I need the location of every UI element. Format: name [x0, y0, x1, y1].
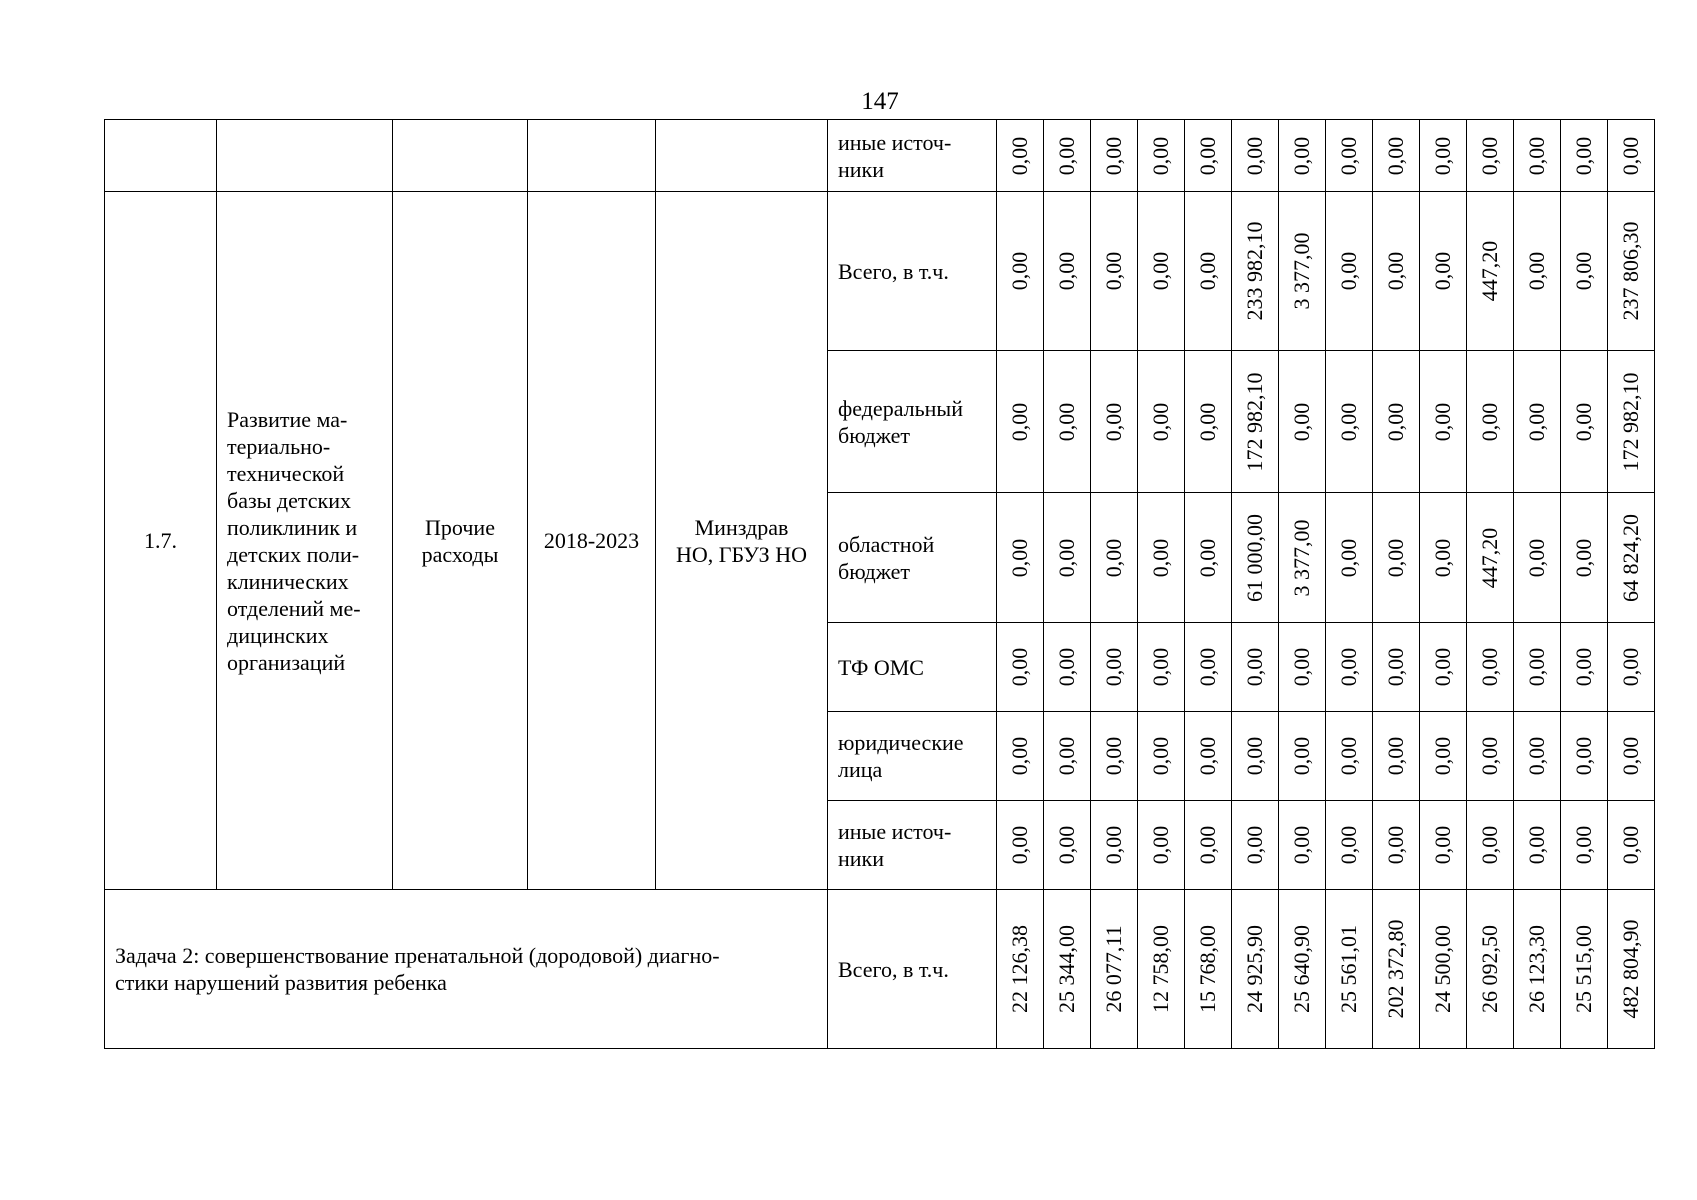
- funding-source: федеральный бюджет: [828, 351, 997, 493]
- value-cell: [1232, 712, 1279, 801]
- value-text: 0,00: [1383, 736, 1408, 776]
- value-cell: [1608, 712, 1655, 801]
- value-cell: [1138, 890, 1185, 1049]
- value-text: 0,00: [1054, 825, 1079, 865]
- value-text: 0,00: [1477, 647, 1502, 687]
- value-cell: [1279, 192, 1326, 351]
- value-cell: [1561, 120, 1608, 192]
- value-text: 0,00: [1618, 825, 1643, 865]
- value-cell: [1373, 192, 1420, 351]
- value-text: 24 500,00: [1430, 925, 1455, 1013]
- value-text: 3 377,00: [1289, 232, 1314, 310]
- value-cell: [1608, 351, 1655, 493]
- value-text: 25 515,00: [1571, 925, 1596, 1013]
- value-cell: [1185, 192, 1232, 351]
- value-cell: [997, 493, 1044, 623]
- value-text: 0,00: [1336, 647, 1361, 687]
- value-cell: [1326, 623, 1373, 712]
- funding-source: юридические лица: [828, 712, 997, 801]
- value-text: 0,00: [1195, 402, 1220, 441]
- value-cell: [1326, 351, 1373, 493]
- table-row: [105, 192, 1655, 351]
- value-text: 0,00: [1430, 251, 1455, 291]
- value-text: 0,00: [1289, 647, 1314, 687]
- value-cell: [1185, 493, 1232, 623]
- value-cell: [1138, 493, 1185, 623]
- funding-source: иные источ- ники: [828, 801, 997, 890]
- value-cell: [1373, 120, 1420, 192]
- value-text: 0,00: [1524, 538, 1549, 577]
- value-cell: [1561, 192, 1608, 351]
- value-cell: [1279, 120, 1326, 192]
- value-text: 0,00: [1054, 736, 1079, 776]
- value-cell: [1514, 493, 1561, 623]
- value-cell: [1044, 351, 1091, 493]
- value-cell: [1514, 351, 1561, 493]
- value-text: 0,00: [1242, 136, 1267, 175]
- value-cell: [1467, 351, 1514, 493]
- value-cell: [1138, 351, 1185, 493]
- value-cell: [1467, 493, 1514, 623]
- value-text: 0,00: [1524, 402, 1549, 441]
- value-cell: [997, 120, 1044, 192]
- value-text: 0,00: [1101, 825, 1126, 865]
- value-text: 0,00: [1336, 825, 1361, 865]
- value-text: 0,00: [1242, 736, 1267, 776]
- value-text: 0,00: [1007, 538, 1032, 577]
- value-cell: [1561, 801, 1608, 890]
- value-cell: [1232, 493, 1279, 623]
- value-text: 0,00: [1336, 402, 1361, 441]
- value-cell: [1185, 623, 1232, 712]
- funding-source: иные источ- ники: [828, 120, 997, 192]
- value-text: 0,00: [1195, 136, 1220, 175]
- value-cell: [1326, 890, 1373, 1049]
- value-text: 0,00: [1007, 825, 1032, 865]
- value-cell: [1326, 801, 1373, 890]
- value-cell: [1232, 890, 1279, 1049]
- value-cell: [1138, 801, 1185, 890]
- financing-table: [104, 119, 1655, 1049]
- value-cell: [1514, 712, 1561, 801]
- value-cell: [1232, 623, 1279, 712]
- value-cell: [1514, 192, 1561, 351]
- value-text: 0,00: [1430, 736, 1455, 776]
- value-text: 0,00: [1477, 825, 1502, 865]
- value-text: 26 092,50: [1477, 925, 1502, 1013]
- value-cell: [1514, 120, 1561, 192]
- value-text: 172 982,10: [1242, 372, 1267, 471]
- value-text: 0,00: [1571, 136, 1596, 175]
- value-cell: [1561, 351, 1608, 493]
- value-text: 0,00: [1336, 251, 1361, 291]
- value-text: 25 561,01: [1336, 925, 1361, 1013]
- value-text: 0,00: [1195, 647, 1220, 687]
- value-cell: [1514, 623, 1561, 712]
- empty-cell: [217, 120, 393, 192]
- value-text: 0,00: [1289, 736, 1314, 776]
- value-cell: [1044, 192, 1091, 351]
- value-cell: [1091, 890, 1138, 1049]
- value-text: 233 982,10: [1242, 221, 1267, 321]
- value-cell: [1232, 120, 1279, 192]
- value-text: 0,00: [1571, 402, 1596, 441]
- value-cell: [1232, 351, 1279, 493]
- value-cell: [997, 351, 1044, 493]
- value-cell: [1608, 192, 1655, 351]
- value-text: 0,00: [1383, 647, 1408, 687]
- value-cell: [1420, 890, 1467, 1049]
- value-text: 0,00: [1524, 736, 1549, 776]
- value-cell: [1044, 890, 1091, 1049]
- value-text: 0,00: [1430, 825, 1455, 865]
- value-text: 0,00: [1571, 736, 1596, 776]
- value-text: 22 126,38: [1007, 925, 1032, 1013]
- value-cell: [1091, 712, 1138, 801]
- value-text: 0,00: [1571, 251, 1596, 291]
- value-cell: [1420, 801, 1467, 890]
- value-text: 0,00: [1195, 825, 1220, 865]
- value-text: 0,00: [1195, 736, 1220, 776]
- table-row: [105, 890, 1655, 1049]
- value-text: 482 804,90: [1618, 919, 1643, 1019]
- value-cell: [1044, 801, 1091, 890]
- value-cell: [1185, 890, 1232, 1049]
- value-cell: [1185, 120, 1232, 192]
- value-cell: [1044, 623, 1091, 712]
- value-text: 25 640,90: [1289, 925, 1314, 1013]
- value-cell: [997, 801, 1044, 890]
- value-text: 0,00: [1007, 136, 1032, 175]
- funding-source: Всего, в т.ч.: [828, 192, 997, 351]
- value-text: 0,00: [1054, 251, 1079, 291]
- value-cell: [1138, 192, 1185, 351]
- value-text: 0,00: [1336, 736, 1361, 776]
- value-text: 0,00: [1242, 647, 1267, 687]
- value-text: 0,00: [1195, 538, 1220, 577]
- value-text: 0,00: [1148, 736, 1173, 776]
- value-text: 0,00: [1571, 647, 1596, 687]
- page-number: 147: [861, 88, 899, 115]
- value-cell: [1608, 120, 1655, 192]
- value-cell: [1326, 120, 1373, 192]
- value-cell: [1514, 890, 1561, 1049]
- value-text: 0,00: [1477, 736, 1502, 776]
- empty-cell: [393, 120, 528, 192]
- value-text: 0,00: [1289, 402, 1314, 441]
- value-text: 0,00: [1289, 136, 1314, 175]
- value-cell: [1091, 623, 1138, 712]
- value-text: 3 377,00: [1289, 519, 1314, 596]
- value-text: 15 768,00: [1195, 925, 1220, 1013]
- value-text: 0,00: [1618, 136, 1643, 175]
- value-text: 0,00: [1054, 136, 1079, 175]
- value-text: 0,00: [1148, 825, 1173, 865]
- value-cell: [1138, 623, 1185, 712]
- value-text: 0,00: [1148, 538, 1173, 577]
- value-cell: [1279, 712, 1326, 801]
- value-cell: [1232, 801, 1279, 890]
- value-text: 0,00: [1242, 825, 1267, 865]
- value-cell: [997, 712, 1044, 801]
- value-text: 0,00: [1571, 825, 1596, 865]
- value-cell: [1561, 890, 1608, 1049]
- value-text: 0,00: [1007, 647, 1032, 687]
- value-text: 0,00: [1571, 538, 1596, 577]
- value-text: 447,20: [1477, 240, 1502, 302]
- value-cell: [1373, 712, 1420, 801]
- value-cell: [1561, 712, 1608, 801]
- value-text: 0,00: [1430, 647, 1455, 687]
- value-text: 0,00: [1618, 736, 1643, 776]
- value-cell: [1608, 623, 1655, 712]
- value-text: 0,00: [1524, 647, 1549, 687]
- value-cell: [1467, 120, 1514, 192]
- task-description: Задача 2: совершенствование пренатальной (дородовой) диагно- стики нарушений развития ребенка: [105, 890, 828, 1049]
- value-cell: [1185, 801, 1232, 890]
- value-cell: [1279, 351, 1326, 493]
- funding-source: областной бюджет: [828, 493, 997, 623]
- value-text: 202 372,80: [1383, 919, 1408, 1019]
- value-cell: [1279, 801, 1326, 890]
- value-text: 0,00: [1148, 251, 1173, 291]
- value-text: 26 077,11: [1101, 925, 1126, 1013]
- funding-source: Всего, в т.ч.: [828, 890, 997, 1049]
- value-cell: [1044, 493, 1091, 623]
- value-text: 0,00: [1101, 251, 1126, 291]
- value-cell: [1467, 890, 1514, 1049]
- value-cell: [1373, 351, 1420, 493]
- value-cell: [1467, 801, 1514, 890]
- value-text: 0,00: [1101, 647, 1126, 687]
- expense-category: Прочие расходы: [393, 192, 528, 890]
- value-text: 12 758,00: [1148, 925, 1173, 1013]
- value-cell: [1420, 351, 1467, 493]
- value-text: 0,00: [1195, 251, 1220, 291]
- value-cell: [997, 192, 1044, 351]
- value-text: 0,00: [1430, 402, 1455, 441]
- value-text: 0,00: [1383, 136, 1408, 175]
- value-text: 0,00: [1383, 402, 1408, 441]
- item-number: 1.7.: [105, 192, 217, 890]
- value-text: 0,00: [1148, 647, 1173, 687]
- value-cell: [1373, 493, 1420, 623]
- value-text: 0,00: [1477, 402, 1502, 441]
- value-text: 0,00: [1383, 825, 1408, 865]
- value-text: 0,00: [1524, 136, 1549, 175]
- value-text: 0,00: [1477, 136, 1502, 175]
- value-cell: [1326, 192, 1373, 351]
- value-cell: [1561, 623, 1608, 712]
- value-text: 0,00: [1054, 402, 1079, 441]
- value-cell: [1232, 192, 1279, 351]
- value-text: 0,00: [1289, 825, 1314, 865]
- value-cell: [1279, 890, 1326, 1049]
- value-text: 0,00: [1007, 736, 1032, 776]
- value-cell: [1420, 623, 1467, 712]
- value-cell: [1185, 351, 1232, 493]
- value-text: 0,00: [1054, 647, 1079, 687]
- value-text: 0,00: [1618, 647, 1643, 687]
- value-cell: [1467, 623, 1514, 712]
- value-text: 0,00: [1336, 538, 1361, 577]
- value-cell: [1420, 120, 1467, 192]
- value-cell: [1561, 493, 1608, 623]
- value-text: 64 824,20: [1618, 513, 1643, 602]
- value-cell: [1514, 801, 1561, 890]
- value-text: 0,00: [1007, 251, 1032, 291]
- value-cell: [1608, 493, 1655, 623]
- value-text: 0,00: [1148, 402, 1173, 441]
- value-cell: [1420, 192, 1467, 351]
- value-text: 0,00: [1101, 136, 1126, 175]
- value-text: 0,00: [1383, 538, 1408, 577]
- value-cell: [1608, 801, 1655, 890]
- value-cell: [1326, 493, 1373, 623]
- table-row: [105, 120, 1655, 192]
- value-cell: [1185, 712, 1232, 801]
- value-cell: [1044, 712, 1091, 801]
- value-text: 0,00: [1524, 825, 1549, 865]
- value-text: 0,00: [1430, 136, 1455, 175]
- value-text: 172 982,10: [1618, 372, 1643, 471]
- value-cell: [1326, 712, 1373, 801]
- empty-cell: [656, 120, 828, 192]
- value-text: 24 925,90: [1242, 925, 1267, 1013]
- value-cell: [1279, 493, 1326, 623]
- value-cell: [1091, 801, 1138, 890]
- value-cell: [997, 623, 1044, 712]
- value-text: 237 806,30: [1618, 221, 1643, 321]
- executor: Минздрав НО, ГБУЗ НО: [656, 192, 828, 890]
- value-cell: [1467, 192, 1514, 351]
- value-text: 0,00: [1054, 538, 1079, 577]
- value-text: 0,00: [1524, 251, 1549, 291]
- value-cell: [1420, 493, 1467, 623]
- value-text: 0,00: [1148, 136, 1173, 175]
- value-cell: [1420, 712, 1467, 801]
- value-cell: [1091, 351, 1138, 493]
- empty-cell: [528, 120, 656, 192]
- value-text: 26 123,30: [1524, 925, 1549, 1013]
- value-text: 447,20: [1477, 527, 1502, 588]
- value-cell: [1044, 120, 1091, 192]
- value-text: 25 344,00: [1054, 925, 1079, 1013]
- period: 2018-2023: [528, 192, 656, 890]
- value-cell: [1091, 192, 1138, 351]
- value-cell: [1138, 120, 1185, 192]
- funding-source: ТФ ОМС: [828, 623, 997, 712]
- value-text: 0,00: [1101, 538, 1126, 577]
- value-cell: [1373, 623, 1420, 712]
- value-cell: [1091, 120, 1138, 192]
- empty-cell: [105, 120, 217, 192]
- value-cell: [1373, 890, 1420, 1049]
- value-text: 0,00: [1101, 402, 1126, 441]
- value-cell: [1091, 493, 1138, 623]
- value-cell: [1373, 801, 1420, 890]
- value-cell: [1608, 890, 1655, 1049]
- value-text: 0,00: [1383, 251, 1408, 291]
- item-name: Развитие ма- териально- технической базы детских поликлиник и детских поли- клинических отделений ме- дицинских организаций: [217, 192, 393, 890]
- value-text: 0,00: [1007, 402, 1032, 441]
- value-text: 0,00: [1430, 538, 1455, 577]
- value-cell: [1138, 712, 1185, 801]
- value-cell: [1279, 623, 1326, 712]
- value-text: 0,00: [1101, 736, 1126, 776]
- value-text: 0,00: [1336, 136, 1361, 175]
- value-cell: [997, 890, 1044, 1049]
- value-text: 61 000,00: [1242, 513, 1267, 602]
- value-cell: [1467, 712, 1514, 801]
